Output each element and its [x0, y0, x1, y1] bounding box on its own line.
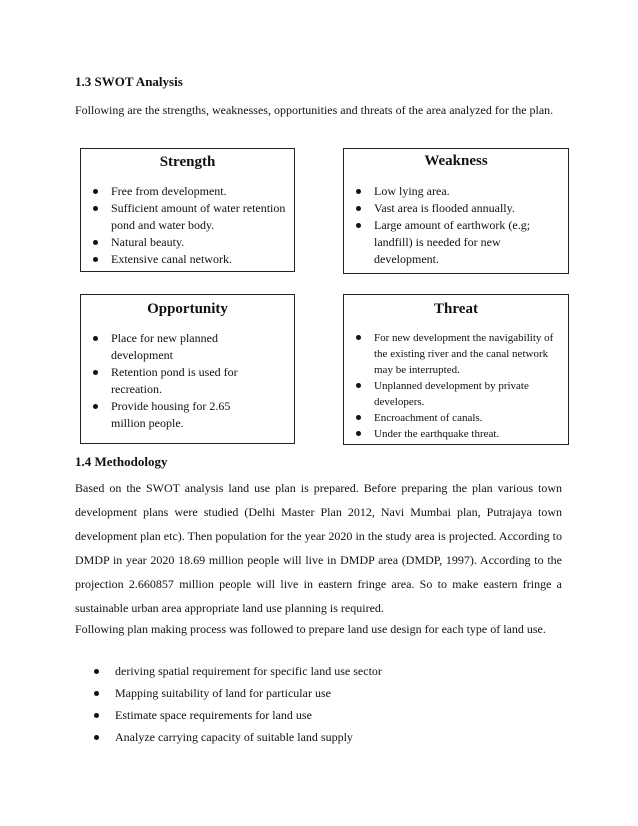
- list-item: Under the earthquake threat.: [344, 426, 558, 442]
- section-heading-methodology: 1.4 Methodology: [75, 454, 168, 469]
- list-item: Low lying area.: [344, 183, 534, 200]
- list-item: deriving spatial requirement for specific land use sector: [75, 660, 382, 682]
- list-item: Estimate space requirements for land use: [75, 704, 382, 726]
- weakness-title: Weakness: [424, 153, 488, 169]
- weakness-box: [343, 148, 569, 274]
- list-item: Extensive canal network.: [81, 251, 294, 268]
- list-item: Retention pond is used for recreation.: [81, 364, 263, 398]
- strength-box: [80, 148, 295, 272]
- list-item: Encroachment of canals.: [344, 410, 558, 426]
- opportunity-box: [80, 294, 295, 444]
- list-item: Large amount of earthwork (e.g; landfill) is needed for new development.: [344, 217, 534, 268]
- list-item: Natural beauty.: [81, 234, 294, 251]
- list-item: Free from development.: [81, 183, 294, 200]
- list-item: Unplanned development by private developers.: [344, 378, 558, 410]
- opportunity-title: Opportunity: [147, 301, 228, 317]
- list-item: Mapping suitability of land for particular use: [75, 682, 382, 704]
- threat-box: [343, 294, 569, 445]
- section-heading-swot: 1.3 SWOT Analysis: [75, 74, 183, 89]
- list-item: Vast area is flooded annually.: [344, 200, 534, 217]
- methodology-paragraph: Based on the SWOT analysis land use plan is prepared. Before preparing the plan various town development plans were studied (Delhi Master Plan 2012, Navi Mumbai plan, Putrajaya town development plan etc). Then population for the year 2020 in the study area is projected. According to DMDP in year 2020 18.69 million people will live in DMDP area (DMDP, 1997). According to the projection 2.660857 million people will live in eastern fringe area. So to make eastern fringe a sustainable urban area appropriate land use planning is required.: [75, 481, 562, 615]
- list-item: Sufficient amount of water retention pond and water body.: [81, 200, 294, 234]
- threat-title: Threat: [434, 301, 478, 317]
- list-item: Analyze carrying capacity of suitable land supply: [75, 726, 382, 748]
- swot-intro: Following are the strengths, weaknesses, opportunities and threats of the area analyzed for the plan.: [75, 103, 554, 117]
- process-step-list: [75, 660, 382, 748]
- list-item: Provide housing for 2.65 million people.: [81, 398, 263, 432]
- methodology-process-intro: Following plan making process was followed to prepare land use design for each type of land use.: [75, 622, 546, 636]
- list-item: Place for new planned development: [81, 330, 263, 364]
- list-item: For new development the navigability of the existing river and the canal network may be interrupted.: [344, 330, 558, 378]
- strength-title: Strength: [159, 154, 216, 170]
